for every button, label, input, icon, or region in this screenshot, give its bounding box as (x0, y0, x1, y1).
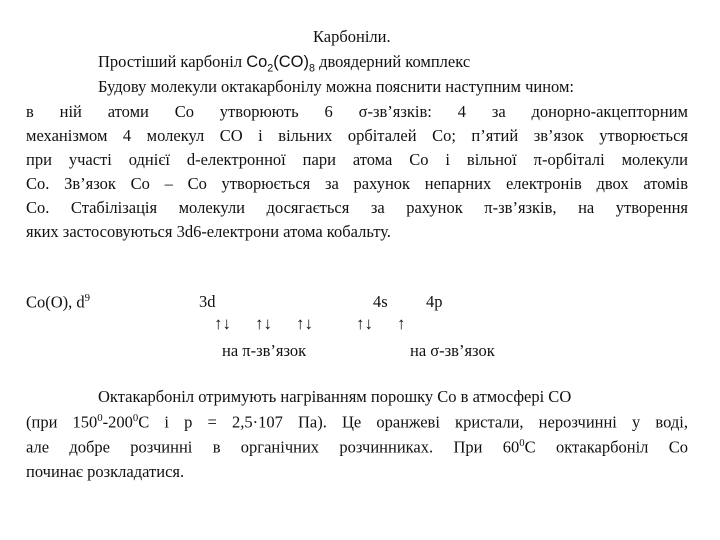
paragraph1-line: механізмом 4 молекул CO і вільних орбіталей Co; п’ятий зв’язок утворюється (26, 126, 688, 145)
orbital-arrows-3d-1: ↑↓ (214, 314, 231, 333)
paragraph1-line: при участі однієї d-електронної пари атома Co і вільної π-орбіталі молекули (26, 150, 688, 169)
paragraph1-line: Co. Стабілізація молекули досягається за рахунок π-зв’язків, на утворення (26, 198, 688, 217)
degree-superscript: 0 (519, 437, 525, 449)
paragraph1-line: яких застосовуються 3d6-електрони атома кобальту. (26, 222, 391, 241)
formula-subscript: 2 (267, 62, 274, 75)
paragraph2-line: починає розкладатися. (26, 462, 185, 481)
degree-superscript: 0 (97, 412, 103, 424)
intro-suffix: двоядерний комплекс (314, 52, 471, 71)
paragraph1-line: Co. Зв’язок Co – Co утворюється за рахунок непарних електронів двох атомів (26, 174, 688, 193)
atom-label-superscript: 9 (84, 292, 91, 304)
page-title: Карбоніли. (313, 27, 391, 46)
formula-co-group: (CO) (273, 53, 310, 71)
text-fragment: С октакарбоніл Co (524, 437, 688, 457)
sigma-bond-note: на σ-зв’язок (410, 341, 495, 360)
text-fragment: (при 150 (26, 412, 98, 432)
scheme-atom-label (26, 292, 90, 313)
orbital-label-4s: 4s (373, 292, 388, 311)
paragraph2-line: Октакарбоніл отримують нагріванням порошку Co в атмосфері CO (98, 387, 572, 406)
orbital-arrows-3d-3: ↑↓ (296, 314, 313, 333)
text-fragment: але добре розчинні в органічних розчинниках. При 60 (26, 437, 520, 457)
orbital-arrows-3d-2: ↑↓ (255, 314, 272, 333)
formula-co: Co (246, 53, 268, 71)
formula-subscript: 8 (309, 62, 315, 75)
atom-label-text: Co(O), d (26, 292, 85, 312)
paragraph2-line (26, 412, 688, 433)
intro-prefix: Простіший карбоніл (98, 52, 247, 71)
paragraph2-line (26, 437, 688, 458)
formula (246, 53, 315, 75)
paragraph1-line: Будову молекули октакарбонілу можна пояснити наступним чином: (98, 77, 575, 96)
intro-line (98, 52, 470, 74)
orbital-label-4p: 4p (426, 292, 443, 311)
pi-bond-note: на π-зв’язок (222, 341, 307, 360)
orbital-arrows-4s: ↑↓ (356, 314, 373, 333)
text-fragment: -200 (102, 412, 133, 432)
orbital-label-3d: 3d (199, 292, 216, 311)
paragraph1-line: в ній атоми Co утворюють 6 σ-зв’язків: 4 за донорно-акцепторним (26, 102, 688, 121)
orbital-arrows-4p: ↑ (397, 314, 406, 333)
text-fragment: С і p = 2,5·107 Па). Це оранжеві кристали, нерозчинні у воді, (138, 412, 688, 432)
degree-superscript: 0 (132, 412, 139, 424)
